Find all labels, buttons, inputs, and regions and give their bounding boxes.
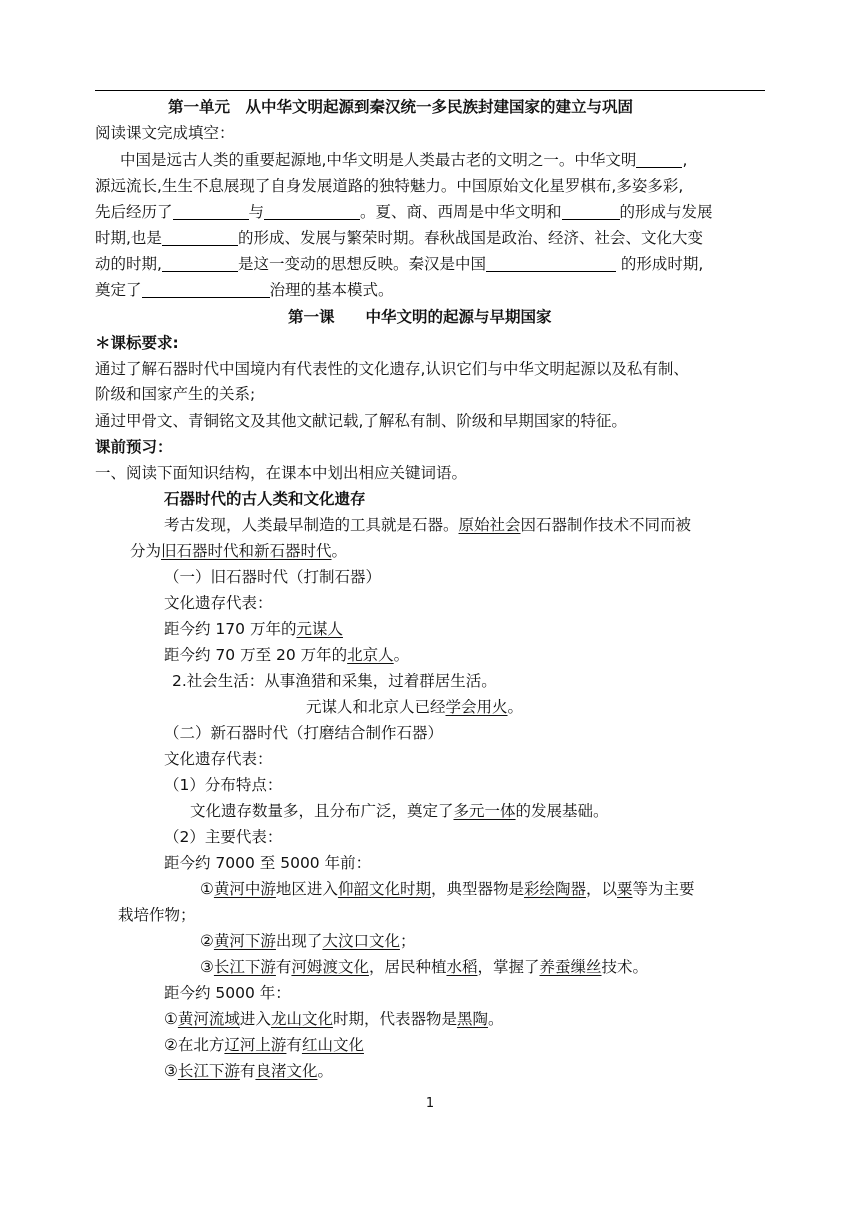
- fill-blank[interactable]: [162, 254, 238, 272]
- page-number: 1: [425, 1096, 435, 1111]
- dawenkou-line: ②黄河下游出现了大汶口文化；: [200, 932, 416, 950]
- intro-line-3: 先后经历了 与 。夏、商、西周是中华文明和 的形成与发展: [95, 203, 713, 221]
- fill-blank[interactable]: [142, 280, 270, 298]
- standards-line: 通过甲骨文、青铜铭文及其他文献记载,了解私有制、阶级和早期国家的特征。: [95, 412, 627, 430]
- section-title: 石器时代的古人类和文化遗存: [164, 490, 366, 508]
- longshan-line: ①黄河流域进入龙山文化时期，代表器物是黑陶。: [164, 1010, 504, 1028]
- remains-label: 文化遗存代表：: [164, 750, 273, 768]
- paleolithic-heading: （一）旧石器时代（打制石器）: [164, 568, 382, 586]
- preview-heading: 课前预习：: [95, 438, 173, 456]
- neolithic-heading: （二）新石器时代（打磨结合制作石器）: [164, 724, 444, 742]
- period-line: 距今约 7000 至 5000 年前：: [164, 854, 372, 872]
- fill-blank[interactable]: [636, 150, 682, 168]
- unit-title: 第一单元 从中华文明起源到秦汉统一多民族封建国家的建立与巩固: [168, 98, 634, 116]
- distribution-line: 文化遗存数量多，且分布广泛，奠定了多元一体的发展基础。: [190, 802, 609, 820]
- header-rule: [95, 90, 765, 91]
- intro-line-2: 源远流长,生生不息展现了自身发展道路的独特魅力。中国原始文化星罗棋布,多姿多彩,: [95, 177, 684, 195]
- distribution-heading: （1）分布特点：: [164, 776, 283, 794]
- archaeology-line-2: 分为旧石器时代和新石器时代。: [130, 542, 348, 560]
- period-line: 距今约 5000 年：: [164, 984, 291, 1002]
- fill-blank[interactable]: [162, 228, 238, 246]
- hongshan-line: ②在北方辽河上游有红山文化: [164, 1036, 364, 1054]
- fill-blank[interactable]: [264, 202, 360, 220]
- archaeology-line-1: 考古发现，人类最早制造的工具就是石器。原始社会因石器制作技术不同而被: [164, 516, 692, 534]
- liangzhu-line: ③长江下游有良渚文化。: [164, 1062, 333, 1080]
- fill-blank[interactable]: [562, 202, 620, 220]
- yuanmou-line: 距今约 170 万年的元谋人: [164, 620, 343, 638]
- standards-heading: ＊课标要求:: [95, 334, 179, 352]
- hemudu-line: ③长江下游有河姆渡文化，居民种植水稻，掌握了养蚕缫丝技术。: [200, 958, 649, 976]
- task-1: 一、阅读下面知识结构，在课本中划出相应关键词语。: [95, 464, 468, 482]
- yangshao-line-2: 栽培作物；: [118, 906, 196, 924]
- fire-line: 元谋人和北京人已经学会用火。: [306, 698, 524, 716]
- lesson-title: 第一课 中华文明的起源与早期国家: [288, 308, 552, 326]
- fill-blank[interactable]: [173, 202, 249, 220]
- standards-line: 通过了解石器时代中国境内有代表性的文化遗存,认识它们与中华文明起源以及私有制、: [95, 360, 689, 378]
- fill-blank[interactable]: [486, 254, 616, 272]
- yangshao-line-1: ①黄河中游地区进入仰韶文化时期，典型器物是彩绘陶器，以粟等为主要: [200, 880, 695, 898]
- intro-line-4: 时期,也是 的形成、发展与繁荣时期。春秋战国是政治、经济、社会、文化大变: [95, 229, 703, 247]
- social-life-line: 2.社会生活：从事渔猎和采集，过着群居生活。: [172, 672, 497, 690]
- standards-line: 阶级和国家产生的关系;: [95, 385, 256, 403]
- intro-line-6: 奠定了 治理的基本模式。: [95, 281, 394, 299]
- intro-instruction: 阅读课文完成填空：: [95, 124, 235, 142]
- main-heading: （2）主要代表：: [164, 828, 283, 846]
- intro-line-5: 动的时期, 是这一变动的思想反映。秦汉是中国 的形成时期,: [95, 255, 704, 273]
- remains-label: 文化遗存代表：: [164, 594, 273, 612]
- intro-line-1: 中国是远古人类的重要起源地,中华文明是人类最古老的文明之一。中华文明 ,: [120, 151, 688, 169]
- peking-line: 距今约 70 万至 20 万年的北京人。: [164, 646, 410, 664]
